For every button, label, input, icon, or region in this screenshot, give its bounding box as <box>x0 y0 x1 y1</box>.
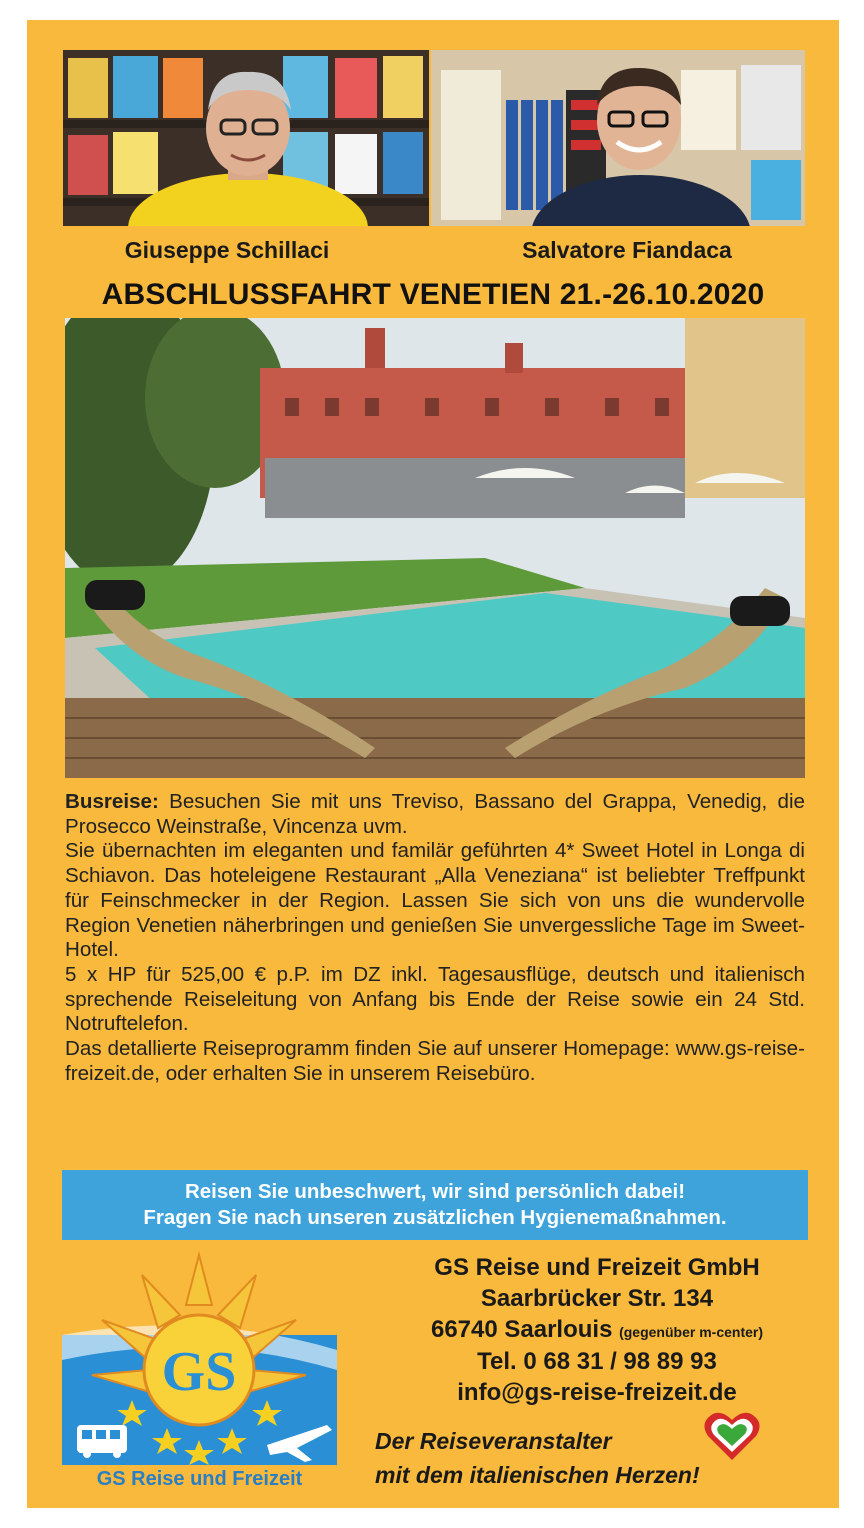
gs-logo <box>62 1250 337 1465</box>
company-city: 66740 Saarlouis <box>430 1316 613 1343</box>
photo-salvatore <box>431 50 805 226</box>
advertisement <box>27 20 839 1508</box>
company-city-note: (gegenüber m-center) <box>619 1324 764 1340</box>
hygiene-banner <box>62 1170 808 1240</box>
italian-heart-icon <box>702 1408 762 1464</box>
trip-description <box>65 790 805 1086</box>
hotel-pool-photo <box>65 318 805 778</box>
name-left: Giuseppe Schillaci <box>124 237 330 263</box>
slogan-line-2: mit dem italienischen Herzen! <box>375 1462 700 1488</box>
trip-headline: ABSCHLUSSFAHRT VENETIEN 21.-26.10.2020 <box>101 278 765 311</box>
description-lead <box>65 790 805 839</box>
logo-monogram: GS <box>161 1341 237 1403</box>
banner-line-2: Fragen Sie nach unseren zusätzlichen Hygienemaßnahmen. <box>143 1206 727 1229</box>
company-city-line <box>367 1316 827 1344</box>
description-hotel: Sie übernachten im eleganten und familär geführten 4* Sweet Hotel in Longa di Schiavon. Das hoteleigene Restaurant „Alla Veneziana“ ist beliebter Treffpunkt für Feinschmecker in der Region. Lassen Sie sich von uns die wundervolle Region Venetien näherbringen und genießen Sie unvergessliche Tage im Sweet-Hotel. <box>65 839 805 962</box>
description-price: 5 x HP für 525,00 € p.P. im DZ inkl. Tagesausflüge, deutsch und italienisch sprechende Reiseleitung von Anfang bis Ende der Reise sowie ein 24 Std. Notruftelefon. <box>65 962 805 1036</box>
lead-text: Besuchen Sie mit uns Treviso, Bassano del Grappa, Venedig, die Prosecco Weinstraße, Vincenza uvm. <box>65 790 805 838</box>
description-homepage: Das detallierte Reiseprogramm finden Sie auf unserer Homepage: www.gs-reise-freizeit.de, oder erhalten Sie in unserem Reisebüro. <box>65 1037 805 1085</box>
photo-giuseppe <box>63 50 429 226</box>
company-email[interactable]: info@gs-reise-freizeit.de <box>457 1379 737 1406</box>
lead-label: Busreise: <box>65 790 159 813</box>
company-phone: Tel. 0 68 31 / 98 89 93 <box>477 1348 717 1375</box>
company-street: Saarbrücker Str. 134 <box>480 1285 714 1312</box>
slogan-line-1: Der Reiseveranstalter <box>375 1428 612 1454</box>
name-right: Salvatore Fiandaca <box>522 237 732 263</box>
banner-line-1: Reisen Sie unbeschwert, wir sind persönlich dabei! <box>184 1180 686 1203</box>
company-name: GS Reise und Freizeit GmbH <box>434 1254 760 1281</box>
logo-caption: GS Reise und Freizeit <box>96 1468 303 1490</box>
